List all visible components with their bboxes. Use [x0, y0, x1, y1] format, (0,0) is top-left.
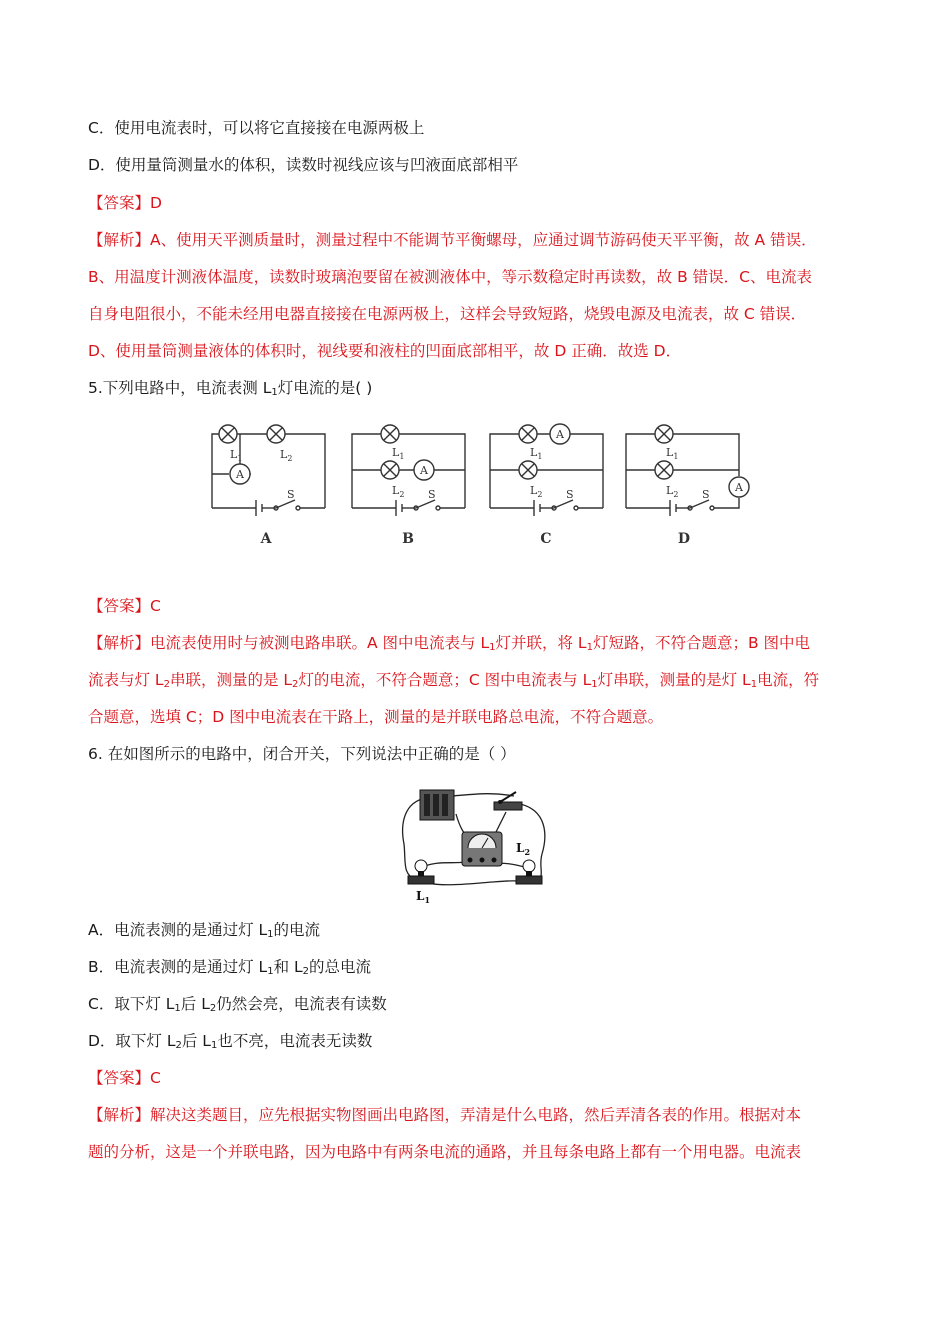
q5-analysis-line-2: 流表与灯 $L_2$串联，测量的是 $L_2$灯的电流，不符合题意；C 图中电流表与 $L_1$灯串联，测量的是灯 $L_1$电流，符: [88, 671, 820, 690]
lamp-l2-icon: [516, 860, 542, 884]
q4-analysis-line-1: [88, 230, 817, 250]
q4-answer: [88, 193, 162, 213]
lamp-label: $L_1$: [666, 446, 679, 461]
ammeter-label: A: [236, 468, 244, 481]
diagram-label-a: A: [260, 531, 272, 547]
q6-physical-circuit-photo: [396, 784, 554, 904]
analysis-text: A、使用天平测质量时，测量过程中不能调节平衡螺母，应通过调节游码使天平平衡，故 A 错误．: [150, 231, 817, 249]
q6-option-b: B．电流表测的是通过灯 $L_1$和 $L_2$的总电流: [88, 958, 372, 977]
diagram-label-c: C: [540, 531, 552, 547]
lamp-label: $L_2$: [530, 484, 543, 499]
analysis-tag: 【解析】: [88, 1106, 151, 1124]
circuit-c: [490, 424, 603, 516]
diagram-label-b: B: [402, 531, 414, 547]
q6-analysis-line-2: 题的分析，这是一个并联电路，因为电路中有两条电流的通路，并且每条电路上都有一个用电器。电流表: [88, 1143, 802, 1161]
answer-tag: 【答案】: [88, 597, 151, 615]
switch-label: S: [566, 488, 574, 501]
ammeter-label: A: [420, 464, 428, 477]
q5-answer: [88, 596, 161, 616]
q5-circuit-diagrams: [200, 418, 760, 558]
ammeter-label: A: [735, 481, 743, 494]
q4-analysis-line-3: 自身电阻很小，不能未经用电器直接接在电源两极上，这样会导致短路，烧毁电源及电流表，故 C 错误．: [88, 305, 807, 323]
analysis-tag: 【解析】: [88, 231, 151, 249]
answer-tag: 【答案】: [88, 194, 151, 212]
ammeter-icon: [462, 832, 502, 866]
circuit-b: [352, 425, 465, 516]
circuit-a: [212, 425, 325, 516]
q5-stem: [88, 378, 372, 398]
lamp-label: $L_2$: [666, 484, 679, 499]
answer-value: C: [150, 1069, 161, 1087]
q6-option-c: C．取下灯 $L_1$后 $L_2$仍然会亮，电流表有读数: [88, 995, 387, 1014]
q4-analysis-line-4: D、使用量筒测量液体的体积时，视线要和液柱的凹面底部相平，故 D 正确．故选 D．: [88, 342, 682, 360]
circuit-d: [626, 425, 749, 516]
switch-label: S: [428, 488, 436, 501]
lamp-l2-label: $L_2$: [516, 841, 531, 857]
subscript: 1: [271, 387, 278, 398]
lamp-label: $L_1$: [230, 448, 243, 463]
q5-analysis-line-3: 合题意，选填 C；D 图中电流表在干路上，测量的是并联电路总电流，不符合题意。: [88, 708, 664, 726]
switch-label: S: [287, 488, 295, 501]
lamp-label: $L_2$: [392, 484, 405, 499]
stem-text: 5.下列电路中，电流表测 L: [88, 379, 272, 397]
answer-value: C: [150, 597, 161, 615]
q6-option-a: A．电流表测的是通过灯 $L_1$的电流: [88, 921, 321, 940]
stem-text: 灯电流的是( ): [277, 379, 373, 397]
answer-value: D: [150, 194, 162, 212]
q6-analysis-line-1: 【解析】解决这类题目，应先根据实物图画出电路图，弄清是什么电路，然后弄清各表的作用。根据对本: [88, 1106, 802, 1124]
diagram-label-d: D: [677, 531, 691, 547]
ammeter-label: A: [556, 428, 564, 441]
q5-analysis-line-1: 【解析】电流表使用时与被测电路串联。A 图中电流表与 $L_1$灯并联，将 $L_1$灯短路，不符合题意；B 图中电: [88, 634, 811, 653]
q6-option-d: D．取下灯 $L_2$后 $L_1$也不亮，电流表无读数: [88, 1032, 373, 1051]
analysis-tag: 【解析】: [88, 634, 151, 652]
lamp-label: $L_2$: [280, 448, 293, 463]
lamp-label: $L_1$: [530, 446, 543, 461]
q6-stem: 6. 在如图所示的电路中，闭合开关，下列说法中正确的是（ ）: [88, 745, 516, 763]
lamp-l1-icon: [408, 860, 434, 884]
switch-label: S: [702, 488, 710, 501]
q6-answer: [88, 1068, 161, 1088]
q4-option-d: D．使用量筒测量水的体积，读数时视线应该与凹液面底部相平: [88, 156, 519, 174]
lamp-label: $L_1$: [392, 446, 405, 461]
answer-tag: 【答案】: [88, 1069, 151, 1087]
q4-option-c: C．使用电流表时，可以将它直接接在电源两极上: [88, 119, 425, 137]
lamp-l1-label: $L_1$: [416, 889, 431, 904]
battery-icon: [420, 790, 454, 820]
q4-analysis-line-2: B、用温度计测液体温度，读数时玻璃泡要留在被测液体中，等示数稳定时再读数，故 B 错误．C、电流表: [88, 268, 812, 286]
